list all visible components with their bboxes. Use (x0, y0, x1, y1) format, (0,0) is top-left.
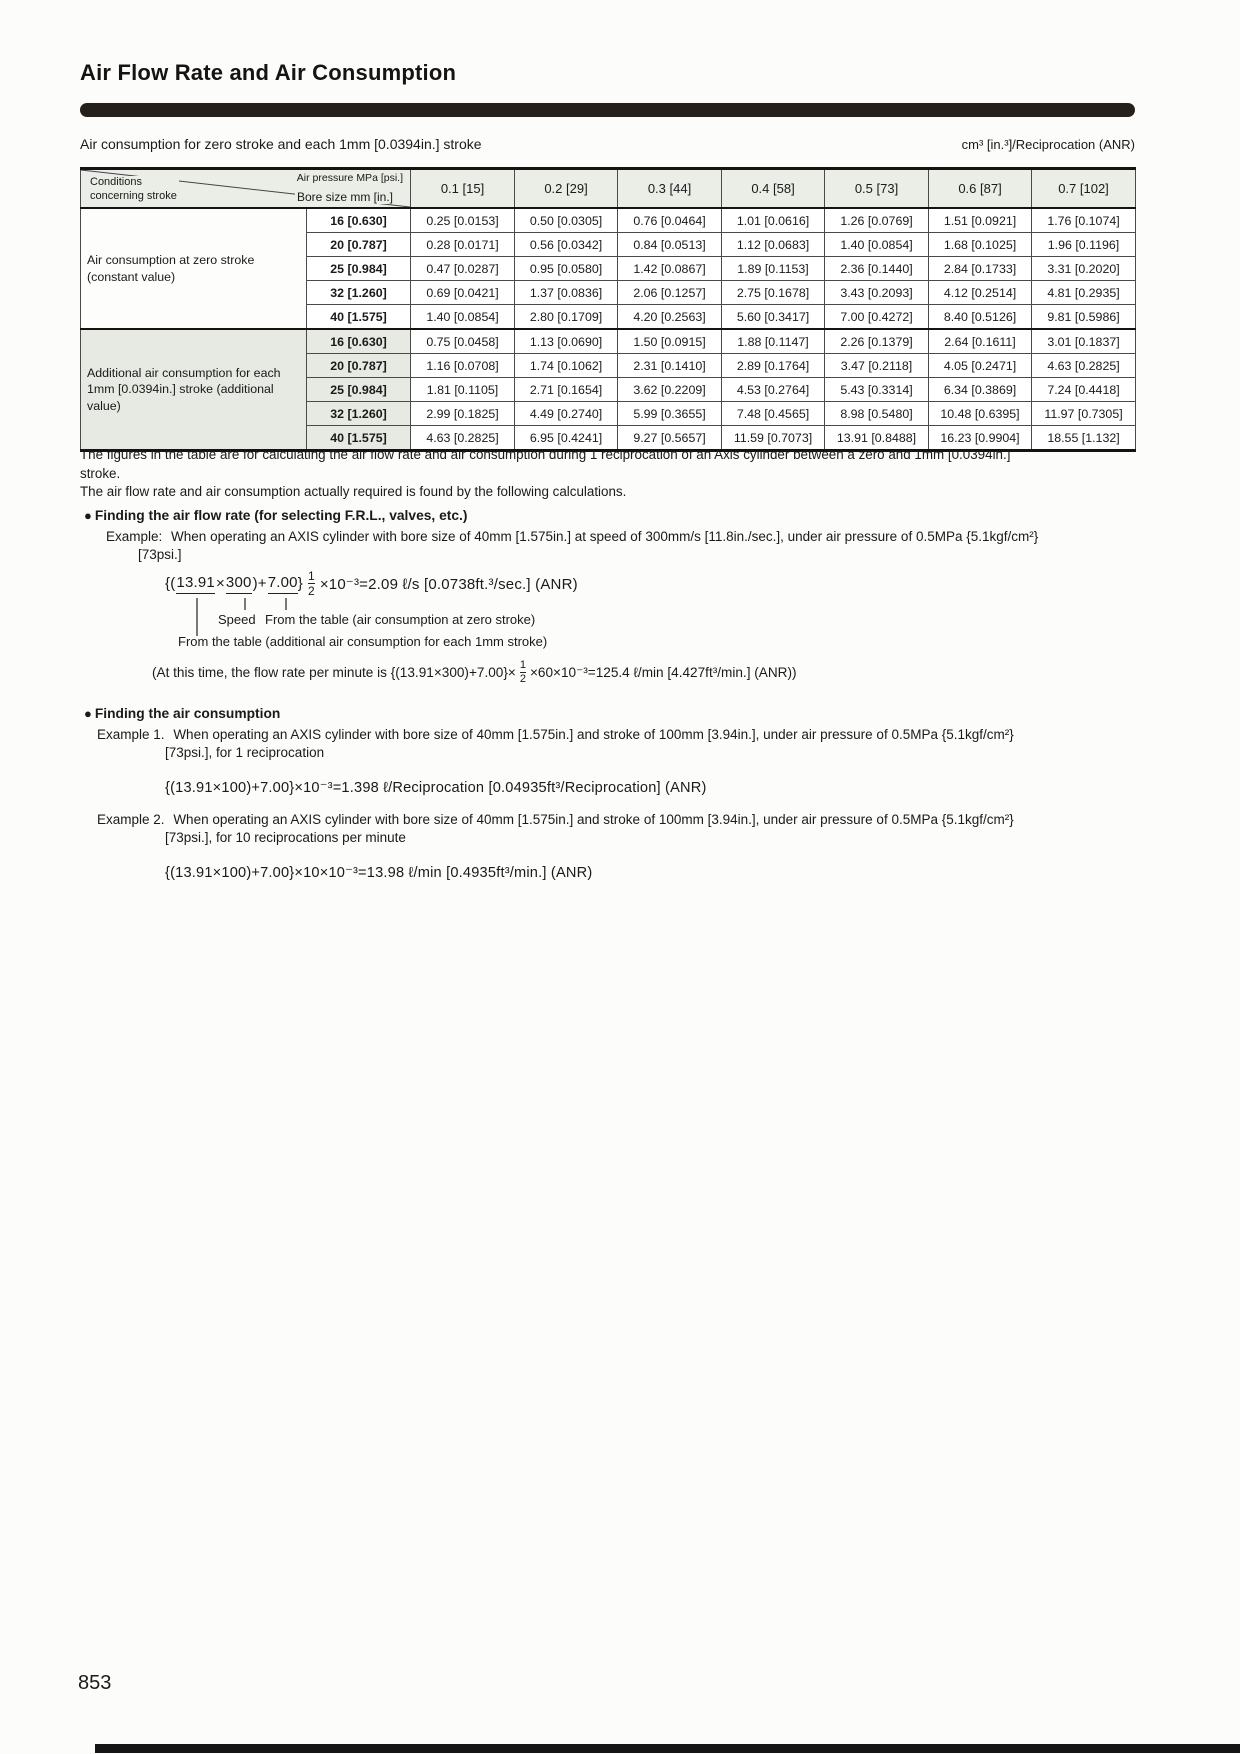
value-cell: 4.49 [0.2740] (515, 402, 618, 426)
bottom-edge-bar (95, 1744, 1240, 1753)
example1-label: Example 1. (97, 727, 165, 742)
bore-size-cell: 32 [1.260] (307, 281, 411, 305)
value-cell: 6.95 [0.4241] (515, 426, 618, 451)
value-cell: 16.23 [0.9904] (929, 426, 1032, 451)
value-cell: 11.59 [0.7073] (722, 426, 825, 451)
formula-plus: )+ (252, 575, 267, 592)
row-group-label: Additional air consumption for each 1mm [0.0394in.] stroke (additional value) (81, 329, 307, 451)
pressure-header: 0.7 [102] (1032, 169, 1136, 209)
example2-text: When operating an AXIS cylinder with bore size of 40mm [1.575in.] and stroke of 100mm [3.94in.], under air pressure of 0.5MPa {5.1kgf/cm²} (173, 812, 1014, 827)
value-cell: 9.81 [0.5986] (1032, 305, 1136, 330)
value-cell: 1.26 [0.0769] (825, 208, 929, 233)
value-cell: 1.51 [0.0921] (929, 208, 1032, 233)
formula-times: × (215, 575, 225, 592)
air-consumption-section (80, 706, 1200, 906)
flow-rate-heading (84, 508, 467, 523)
fraction-numerator: 1 (519, 659, 526, 671)
flow-rate-example-line1 (106, 529, 1038, 544)
per-minute-prefix: (At this time, the flow rate per minute is {(13.91×300)+7.00}× (152, 665, 516, 680)
value-cell: 3.31 [0.2020] (1032, 257, 1136, 281)
pressure-header: 0.3 [44] (618, 169, 722, 209)
value-cell: 5.60 [0.3417] (722, 305, 825, 330)
value-cell: 0.56 [0.0342] (515, 233, 618, 257)
value-cell: 6.34 [0.3869] (929, 378, 1032, 402)
bore-size-cell: 16 [0.630] (307, 208, 411, 233)
title-underline-bar (80, 103, 1135, 117)
value-cell: 1.37 [0.0836] (515, 281, 618, 305)
formula-term-additional: 13.91 (176, 574, 215, 594)
value-cell: 1.16 [0.0708] (411, 354, 515, 378)
table-caption: Air consumption for zero stroke and each 1mm [0.0394in.] stroke (80, 136, 482, 152)
example1-line1 (97, 727, 1014, 742)
value-cell: 2.64 [0.1611] (929, 329, 1032, 354)
value-cell: 1.76 [0.1074] (1032, 208, 1136, 233)
table-header-row (81, 169, 1136, 209)
value-cell: 2.80 [0.1709] (515, 305, 618, 330)
pressure-header: 0.1 [15] (411, 169, 515, 209)
table-units-label: cm³ [in.³]/Reciprocation (ANR) (961, 137, 1135, 152)
example1-text: When operating an AXIS cylinder with bore size of 40mm [1.575in.] and stroke of 100mm [3.94in.], under air pressure of 0.5MPa {5.1kgf/cm²} (173, 727, 1014, 742)
value-cell: 7.00 [0.4272] (825, 305, 929, 330)
bore-size-cell: 32 [1.260] (307, 402, 411, 426)
flow-rate-example-line2: [73psi.] (138, 547, 182, 562)
value-cell: 0.47 [0.0287] (411, 257, 515, 281)
zero-stroke-annotation: From the table (air consumption at zero stroke) (265, 612, 536, 627)
conditions-line2: concerning stroke (90, 189, 177, 202)
value-cell: 2.26 [0.1379] (825, 329, 929, 354)
value-cell: 10.48 [0.6395] (929, 402, 1032, 426)
formula-result: ×10⁻³=2.09 ℓ/s [0.0738ft.³/sec.] (ANR) (319, 575, 578, 593)
value-cell: 13.91 [0.8488] (825, 426, 929, 451)
formula-open: {( (165, 575, 176, 592)
value-cell: 0.25 [0.0153] (411, 208, 515, 233)
table-row (81, 329, 1136, 354)
value-cell: 1.42 [0.0867] (618, 257, 722, 281)
air-consumption-table (80, 167, 1136, 452)
formula-term-speed: 300 (226, 574, 252, 594)
value-cell: 8.98 [0.5480] (825, 402, 929, 426)
value-cell: 9.27 [0.5657] (618, 426, 722, 451)
bore-size-cell: 25 [0.984] (307, 257, 411, 281)
fraction-denominator: 2 (519, 673, 526, 685)
air-consumption-heading-text: Finding the air consumption (94, 706, 281, 721)
value-cell: 1.50 [0.0915] (618, 329, 722, 354)
bullet-icon: ● (84, 508, 92, 523)
one-half-fraction (520, 660, 526, 685)
value-cell: 2.06 [0.1257] (618, 281, 722, 305)
value-cell: 5.43 [0.3314] (825, 378, 929, 402)
value-cell: 2.36 [0.1440] (825, 257, 929, 281)
value-cell: 1.01 [0.0616] (722, 208, 825, 233)
value-cell: 3.43 [0.2093] (825, 281, 929, 305)
page-title: Air Flow Rate and Air Consumption (80, 60, 457, 85)
example-label: Example: (106, 529, 163, 544)
per-minute-formula (152, 660, 797, 685)
flow-rate-formula (164, 570, 578, 597)
value-cell: 1.96 [0.1196] (1032, 233, 1136, 257)
corner-header-cell (81, 169, 411, 209)
value-cell: 18.55 [1.132] (1032, 426, 1136, 451)
value-cell: 0.76 [0.0464] (618, 208, 722, 233)
value-cell: 8.40 [0.5126] (929, 305, 1032, 330)
example-text: When operating an AXIS cylinder with bore size of 40mm [1.575in.] at speed of 300mm/s [11.8in./sec.], under air pressure of 0.5MPa {5.1kgf/cm²} (171, 529, 1039, 544)
value-cell: 1.40 [0.0854] (411, 305, 515, 330)
air-pressure-header-label: Air pressure MPa [psi.] (296, 172, 403, 184)
bore-size-cell: 40 [1.575] (307, 426, 411, 451)
formula-term-zero-stroke: 7.00 (268, 574, 298, 594)
value-cell: 3.47 [0.2118] (825, 354, 929, 378)
air-consumption-heading (84, 706, 280, 721)
footnote-line: stroke. (80, 465, 121, 481)
example2-line1 (97, 812, 1014, 827)
value-cell: 2.75 [0.1678] (722, 281, 825, 305)
value-cell: 4.53 [0.2764] (722, 378, 825, 402)
footnote-line: The figures in the table are for calculating the air flow rate and air consumption during 1 reciprocation of an Axis cylinder between a zero and 1mm [0.0394in.] (80, 447, 1011, 462)
bullet-icon: ● (84, 706, 92, 721)
value-cell: 2.84 [0.1733] (929, 257, 1032, 281)
bore-size-cell: 20 [0.787] (307, 233, 411, 257)
footnote-line: The air flow rate and air consumption actually required is found by the following calculations. (80, 484, 627, 499)
value-cell: 7.24 [0.4418] (1032, 378, 1136, 402)
example1-formula: {(13.91×100)+7.00}×10⁻³=1.398 ℓ/Reciprocation [0.04935ft³/Reciprocation] (ANR) (165, 780, 707, 796)
page-number: 853 (78, 1672, 112, 1694)
bore-size-header-label: Bore size mm [in.] (296, 190, 393, 204)
value-cell: 1.88 [0.1147] (722, 329, 825, 354)
value-cell: 2.99 [0.1825] (411, 402, 515, 426)
value-cell: 3.01 [0.1837] (1032, 329, 1136, 354)
value-cell: 0.95 [0.0580] (515, 257, 618, 281)
fraction-denominator: 2 (307, 584, 315, 598)
bore-size-cell: 40 [1.575] (307, 305, 411, 330)
example2-line2: [73psi.], for 10 reciprocations per minute (165, 830, 406, 845)
bore-size-cell: 20 [0.787] (307, 354, 411, 378)
value-cell: 4.81 [0.2935] (1032, 281, 1136, 305)
table-footnotes (80, 446, 1010, 502)
pressure-header: 0.4 [58] (722, 169, 825, 209)
conditions-line1: Conditions (90, 176, 142, 188)
flow-rate-section (80, 508, 1200, 698)
value-cell: 11.97 [0.7305] (1032, 402, 1136, 426)
value-cell: 4.20 [0.2563] (618, 305, 722, 330)
value-cell: 7.48 [0.4565] (722, 402, 825, 426)
row-group-label: Air consumption at zero stroke (constant value) (81, 208, 307, 329)
per-minute-suffix: ×60×10⁻³=125.4 ℓ/min [4.427ft³/min.] (ANR)) (529, 664, 797, 680)
value-cell: 4.12 [0.2514] (929, 281, 1032, 305)
example2-formula: {(13.91×100)+7.00}×10×10⁻³=13.98 ℓ/min [0.4935ft³/min.] (ANR) (165, 865, 593, 881)
fraction-numerator: 1 (307, 569, 315, 583)
flow-rate-heading-text: Finding the air flow rate (for selecting F.R.L., valves, etc.) (94, 508, 468, 523)
conditions-header-label (88, 176, 179, 204)
value-cell: 2.71 [0.1654] (515, 378, 618, 402)
pressure-header: 0.6 [87] (929, 169, 1032, 209)
value-cell: 1.68 [0.1025] (929, 233, 1032, 257)
table-row (81, 208, 1136, 233)
example2-label: Example 2. (97, 812, 165, 827)
table-caption-row (80, 136, 1135, 152)
value-cell: 5.99 [0.3655] (618, 402, 722, 426)
value-cell: 0.75 [0.0458] (411, 329, 515, 354)
value-cell: 0.69 [0.0421] (411, 281, 515, 305)
value-cell: 4.63 [0.2825] (1032, 354, 1136, 378)
value-cell: 1.12 [0.0683] (722, 233, 825, 257)
value-cell: 4.63 [0.2825] (411, 426, 515, 451)
value-cell: 0.50 [0.0305] (515, 208, 618, 233)
one-half-fraction (308, 570, 315, 597)
bore-size-cell: 16 [0.630] (307, 329, 411, 354)
value-cell: 2.31 [0.1410] (618, 354, 722, 378)
value-cell: 1.89 [0.1153] (722, 257, 825, 281)
value-cell: 1.74 [0.1062] (515, 354, 618, 378)
speed-annotation: Speed (218, 612, 256, 627)
value-cell: 0.84 [0.0513] (618, 233, 722, 257)
bore-size-cell: 25 [0.984] (307, 378, 411, 402)
example1-line2: [73psi.], for 1 reciprocation (165, 745, 325, 760)
value-cell: 2.89 [0.1764] (722, 354, 825, 378)
additional-annotation: From the table (additional air consumption for each 1mm stroke) (178, 634, 548, 649)
formula-close: } (297, 575, 303, 592)
value-cell: 1.40 [0.0854] (825, 233, 929, 257)
value-cell: 4.05 [0.2471] (929, 354, 1032, 378)
value-cell: 1.13 [0.0690] (515, 329, 618, 354)
pressure-header: 0.2 [29] (515, 169, 618, 209)
value-cell: 0.28 [0.0171] (411, 233, 515, 257)
value-cell: 3.62 [0.2209] (618, 378, 722, 402)
pressure-header: 0.5 [73] (825, 169, 929, 209)
value-cell: 1.81 [0.1105] (411, 378, 515, 402)
